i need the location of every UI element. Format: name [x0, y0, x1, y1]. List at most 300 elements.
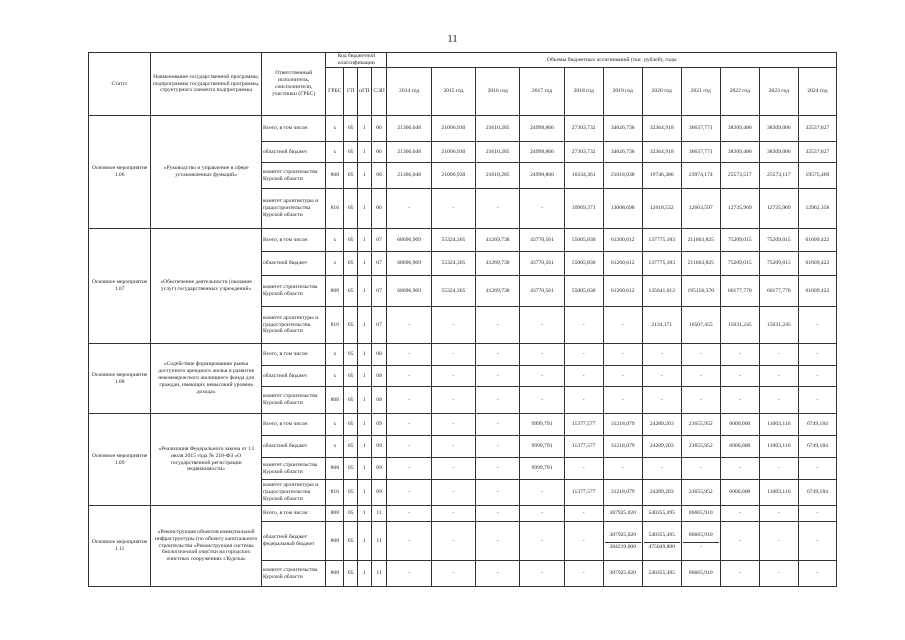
code-cell: 1	[357, 480, 371, 506]
value-cell: -	[720, 387, 759, 414]
code-cell: 808	[326, 522, 344, 561]
value-cell: 27303,732	[564, 116, 603, 142]
value-cell: -	[476, 307, 520, 344]
value-cell: 60177,770	[720, 276, 759, 307]
value-cell: 75209,015	[759, 252, 798, 276]
code-cell: х	[326, 116, 344, 142]
code-cell: 05	[344, 142, 358, 163]
value-cell: 55324,365	[431, 229, 475, 252]
value-cell: 21610,285	[476, 116, 520, 142]
value-cell: 36637,771	[681, 116, 720, 142]
executor-cell: областной бюджет федеральный бюджет	[262, 522, 326, 561]
value-cell: 38309,086	[759, 142, 798, 163]
value-cell: 60177,770	[759, 276, 798, 307]
value-cell: -	[642, 458, 681, 480]
value-cell: -	[520, 366, 564, 387]
code-cell: х	[326, 229, 344, 252]
value-cell: 21655,952	[681, 480, 720, 506]
value-cell: 55324,365	[431, 252, 475, 276]
executor-cell: Всего, в том числе:	[262, 229, 326, 252]
value-cell: -	[476, 344, 520, 366]
value-cell: -	[431, 307, 475, 344]
value-cell: -	[476, 561, 520, 587]
value-cell: 86665,910	[681, 561, 720, 587]
value-cell: 19575,469	[798, 163, 836, 189]
value-cell: -	[759, 387, 798, 414]
executor-cell: Всего, в том числе:	[262, 344, 326, 366]
value-cell: -	[759, 366, 798, 387]
value-cell: -	[603, 307, 642, 344]
executor-cell: областной бюджет	[262, 436, 326, 458]
value-cell: 135641,012	[642, 276, 681, 307]
header-year: 2019 год	[603, 68, 642, 116]
value-cell: -	[476, 506, 520, 522]
value-cell: -	[564, 561, 603, 587]
code-cell: 05	[344, 522, 358, 561]
value-cell: -	[642, 344, 681, 366]
value-cell: 12962,358	[798, 189, 836, 229]
code-cell: 05	[344, 414, 358, 436]
header-code: пГП	[357, 68, 371, 116]
value-cell: -	[476, 189, 520, 229]
executor-cell: комитет архитектуры и градостроительства Курской области	[262, 189, 326, 229]
executor-cell: комитет строительства Курской области	[262, 163, 326, 189]
value-cell: -	[720, 506, 759, 522]
value-cell: -	[387, 307, 431, 344]
executor-cell: комитет архитектуры и градостроительства Курской области	[262, 480, 326, 506]
table-row	[89, 506, 837, 522]
value-cell: 6749,184	[798, 480, 836, 506]
value-cell: 25573,517	[720, 163, 759, 189]
executor-cell: Всего, в том числе:	[262, 506, 326, 522]
value-cell: 75209,015	[720, 229, 759, 252]
value-cell: 38309,086	[759, 116, 798, 142]
value-cell: 21610,285	[476, 163, 520, 189]
value-cell: 9999,791	[520, 414, 564, 436]
value-cell: 23974,174	[681, 163, 720, 189]
value-cell: 24998,866	[520, 116, 564, 142]
executor-cell: комитет строительства Курской области	[262, 387, 326, 414]
value-cell: -	[431, 436, 475, 458]
header-year: 2014 год	[387, 68, 431, 116]
code-cell: 1	[357, 436, 371, 458]
code-cell: 11	[371, 561, 387, 587]
value-cell: 38309,486	[720, 142, 759, 163]
code-cell: 1	[357, 366, 371, 387]
value-part: -	[683, 542, 719, 553]
header-executor: Ответственный исполнитель, соисполнители, участники (ГРБС)	[262, 53, 326, 116]
value-cell: -	[387, 480, 431, 506]
code-cell: 11	[371, 506, 387, 522]
value-cell: -	[564, 307, 603, 344]
value-cell: 12735,969	[720, 189, 759, 229]
value-cell: 211663,825	[681, 252, 720, 276]
code-cell: 808	[326, 387, 344, 414]
value-cell: -	[387, 387, 431, 414]
value-part: 387925,020	[609, 531, 636, 538]
value-cell: -	[431, 522, 475, 561]
code-cell: х	[326, 414, 344, 436]
header-year: 2022 год	[720, 68, 759, 116]
value-cell: 32364,918	[642, 142, 681, 163]
value-part: 475049,800	[644, 542, 680, 553]
value-cell: 12618,532	[642, 189, 681, 229]
value-cell: 31218,079	[603, 480, 642, 506]
header-year: 2018 год	[564, 68, 603, 116]
value-cell	[681, 522, 720, 561]
code-cell: 808	[326, 163, 344, 189]
value-cell: -	[720, 522, 759, 561]
code-cell: 1	[357, 522, 371, 561]
value-cell: 15031,245	[720, 307, 759, 344]
executor-cell: комитет строительства Курской области	[262, 561, 326, 587]
value-part: 540355,495	[648, 531, 676, 538]
code-cell: 08	[371, 366, 387, 387]
page-number: 11	[447, 33, 458, 45]
executor-cell: областной бюджет	[262, 252, 326, 276]
value-cell: 21366,048	[387, 116, 431, 142]
code-cell: 08	[371, 387, 387, 414]
value-cell: 24289,203	[642, 414, 681, 436]
value-cell: 61609,422	[798, 252, 836, 276]
code-cell: 09	[371, 480, 387, 506]
header-year: 2017 год	[520, 68, 564, 116]
value-cell: 34026,736	[603, 142, 642, 163]
value-cell: -	[759, 522, 798, 561]
value-cell: -	[476, 480, 520, 506]
header-code: ГП	[344, 68, 358, 116]
code-cell: 816	[326, 189, 344, 229]
code-cell: 07	[371, 307, 387, 344]
value-cell: 24998,866	[520, 142, 564, 163]
value-cell: 6749,184	[798, 436, 836, 458]
value-cell: 21655,952	[681, 414, 720, 436]
budget-table	[88, 52, 837, 587]
code-cell: 05	[344, 163, 358, 189]
value-cell: -	[720, 561, 759, 587]
value-cell: -	[387, 436, 431, 458]
value-cell: 61260,612	[603, 276, 642, 307]
value-cell: -	[520, 522, 564, 561]
value-cell: 6000,000	[720, 414, 759, 436]
value-cell: -	[759, 561, 798, 587]
code-cell: 07	[371, 276, 387, 307]
value-cell: 68696,969	[387, 229, 431, 252]
code-cell: 1	[357, 344, 371, 366]
code-cell: 06	[371, 163, 387, 189]
value-cell: 11377,577	[564, 414, 603, 436]
value-cell: -	[564, 458, 603, 480]
value-cell: -	[798, 506, 836, 522]
executor-cell: комитет строительства Курской области	[262, 458, 326, 480]
code-cell: 05	[344, 116, 358, 142]
value-cell: -	[759, 506, 798, 522]
table-row	[89, 414, 837, 436]
value-cell: 10969,371	[564, 189, 603, 229]
value-cell: -	[520, 344, 564, 366]
value-cell: -	[387, 506, 431, 522]
value-cell: 32537,827	[798, 142, 836, 163]
value-cell: 6000,000	[720, 436, 759, 458]
value-cell: 24289,203	[642, 436, 681, 458]
code-cell: 1	[357, 387, 371, 414]
executor-cell: Всего, в том числе:	[262, 116, 326, 142]
value-cell: 11377,577	[564, 480, 603, 506]
value-cell: -	[798, 561, 836, 587]
program-name-cell: «Реализация Федерального закона от 13 июля 2015 года № 218-ФЗ «О государственной регистрации недвижимости»	[151, 414, 262, 506]
value-cell: 61609,422	[798, 276, 836, 307]
value-cell: -	[387, 189, 431, 229]
value-cell: -	[520, 561, 564, 587]
value-cell: 55005,830	[564, 276, 603, 307]
code-cell: 1	[357, 229, 371, 252]
value-cell: 43770,561	[520, 229, 564, 252]
header-year: 2020 год	[642, 68, 681, 116]
code-cell: 05	[344, 252, 358, 276]
code-cell: 1	[357, 189, 371, 229]
value-cell: -	[431, 366, 475, 387]
code-cell: 816	[326, 307, 344, 344]
value-cell: 27303,732	[564, 142, 603, 163]
code-cell: х	[326, 142, 344, 163]
code-cell: 05	[344, 276, 358, 307]
header-year: 2021 год	[681, 68, 720, 116]
value-cell: 21366,048	[387, 142, 431, 163]
value-cell: 6000,000	[720, 480, 759, 506]
header-program-name: Наименование государственной программы, подпрограммы государственной программы, структурного элемента подпрограммы	[151, 53, 262, 116]
code-cell: 06	[371, 142, 387, 163]
code-cell: 06	[371, 189, 387, 229]
value-cell: 387925,020	[603, 561, 642, 587]
value-cell: 19746,386	[642, 163, 681, 189]
value-cell: 137775,183	[642, 229, 681, 252]
header-year: 2023 год	[759, 68, 798, 116]
header-code: ГРБС	[326, 68, 344, 116]
value-cell: -	[387, 561, 431, 587]
value-cell: -	[476, 436, 520, 458]
value-cell: -	[520, 387, 564, 414]
value-cell: -	[431, 189, 475, 229]
code-cell: 1	[357, 116, 371, 142]
value-cell: 55005,830	[564, 229, 603, 252]
code-cell: х	[326, 344, 344, 366]
value-cell: -	[798, 307, 836, 344]
code-cell: 1	[357, 458, 371, 480]
value-cell: 16334,361	[564, 163, 603, 189]
code-cell: 816	[326, 480, 344, 506]
value-cell: -	[603, 366, 642, 387]
program-name-cell: «Реконструкция объектов коммунальной инфраструктуры (по объекту капитального строительства «Реконструкция системы биологической очистки на городских очистных сооружениях г.Курска»	[151, 506, 262, 587]
value-cell: 21006,930	[431, 142, 475, 163]
value-cell: 43770,561	[520, 276, 564, 307]
value-cell: 6749,184	[798, 414, 836, 436]
value-cell: -	[431, 414, 475, 436]
header-budget-code: Код бюджетной классификации	[326, 53, 387, 68]
code-cell: х	[326, 252, 344, 276]
value-cell: -	[798, 387, 836, 414]
value-cell: 32364,918	[642, 116, 681, 142]
value-cell: -	[642, 366, 681, 387]
value-cell: -	[603, 458, 642, 480]
value-cell: 540355,495	[642, 561, 681, 587]
value-cell: -	[431, 480, 475, 506]
code-cell: 07	[371, 229, 387, 252]
status-cell: Основное мероприятие 1.07	[89, 229, 151, 344]
executor-cell: комитет строительства Курской области	[262, 276, 326, 307]
value-cell: -	[387, 366, 431, 387]
value-cell: 55324,365	[431, 276, 475, 307]
executor-cell: областной бюджет	[262, 142, 326, 163]
value-cell: -	[476, 387, 520, 414]
value-cell: -	[798, 366, 836, 387]
value-cell: -	[564, 387, 603, 414]
code-cell: 1	[357, 252, 371, 276]
value-cell: -	[759, 458, 798, 480]
value-cell: 9999,791	[520, 458, 564, 480]
value-cell: 61260,612	[603, 252, 642, 276]
value-cell: 32537,827	[798, 116, 836, 142]
value-cell: -	[476, 522, 520, 561]
header-volumes: Объемы бюджетных ассигнований (тыс. рублей), годы	[387, 53, 837, 68]
header-status: Статус	[89, 53, 151, 116]
program-name-cell: «Обеспечение деятельности (оказание услуг) государственных учреждений»	[151, 229, 262, 344]
value-cell: -	[642, 387, 681, 414]
code-cell: 05	[344, 387, 358, 414]
value-cell: -	[720, 344, 759, 366]
code-cell: 1	[357, 307, 371, 344]
code-cell: 05	[344, 307, 358, 344]
value-cell: 41269,738	[476, 276, 520, 307]
value-cell: 13008,698	[603, 189, 642, 229]
value-cell: -	[798, 458, 836, 480]
value-cell: -	[520, 480, 564, 506]
value-cell: -	[431, 561, 475, 587]
value-cell: 21610,285	[476, 142, 520, 163]
value-cell: -	[564, 506, 603, 522]
value-cell: -	[387, 458, 431, 480]
value-cell: 387925,020	[603, 506, 642, 522]
value-cell: -	[603, 387, 642, 414]
header-year: 2024 год	[798, 68, 836, 116]
status-cell: Основное мероприятие 1.08	[89, 344, 151, 414]
value-cell: -	[681, 366, 720, 387]
code-cell: 05	[344, 436, 358, 458]
code-cell: 05	[344, 506, 358, 522]
value-cell: 41269,738	[476, 252, 520, 276]
value-cell: 75209,015	[759, 229, 798, 252]
status-cell: Основное мероприятие 1.09	[89, 414, 151, 506]
value-cell: 16507,455	[681, 307, 720, 344]
value-cell: 11003,116	[759, 480, 798, 506]
value-cell: 9999,791	[520, 436, 564, 458]
code-cell: 808	[326, 276, 344, 307]
value-cell: 61609,422	[798, 229, 836, 252]
header-year: 2015 год	[431, 68, 475, 116]
value-cell: 12735,969	[759, 189, 798, 229]
executor-cell: областной бюджет	[262, 366, 326, 387]
value-cell: 15031,245	[759, 307, 798, 344]
value-cell: -	[603, 344, 642, 366]
code-cell: 05	[344, 561, 358, 587]
value-cell: 12663,597	[681, 189, 720, 229]
value-cell: 21018,038	[603, 163, 642, 189]
code-cell: 05	[344, 229, 358, 252]
value-cell: 21655,952	[681, 436, 720, 458]
value-cell	[642, 522, 681, 561]
code-cell: 1	[357, 163, 371, 189]
value-cell: 36637,771	[681, 142, 720, 163]
value-cell: -	[476, 414, 520, 436]
value-cell: 2134,171	[642, 307, 681, 344]
code-cell: 05	[344, 480, 358, 506]
table-row	[89, 344, 837, 366]
value-cell: 24289,203	[642, 480, 681, 506]
value-cell: -	[564, 366, 603, 387]
code-cell: 05	[344, 458, 358, 480]
value-cell: 86665,910	[681, 506, 720, 522]
code-cell: 06	[371, 116, 387, 142]
code-cell: 09	[371, 458, 387, 480]
code-cell: 05	[344, 189, 358, 229]
value-cell: -	[387, 344, 431, 366]
value-cell: -	[431, 387, 475, 414]
value-cell	[603, 522, 642, 561]
value-cell: 11003,116	[759, 414, 798, 436]
header-code: СЭП	[371, 68, 387, 116]
value-cell: -	[476, 458, 520, 480]
value-cell: -	[681, 458, 720, 480]
value-cell: 38309,486	[720, 116, 759, 142]
code-cell: 08	[371, 344, 387, 366]
code-cell: 1	[357, 506, 371, 522]
value-cell: -	[564, 344, 603, 366]
value-cell: -	[431, 506, 475, 522]
code-cell: 09	[371, 414, 387, 436]
header-year: 2016 год	[476, 68, 520, 116]
value-cell: -	[476, 366, 520, 387]
code-cell: 1	[357, 414, 371, 436]
value-cell: 195156,370	[681, 276, 720, 307]
value-cell: 43770,561	[520, 252, 564, 276]
value-cell: -	[720, 458, 759, 480]
value-cell: 34026,736	[603, 116, 642, 142]
value-part: 86665,910	[688, 531, 713, 538]
value-cell: 21366,048	[387, 163, 431, 189]
value-cell: 31218,079	[603, 414, 642, 436]
value-cell: -	[720, 366, 759, 387]
value-cell: -	[520, 506, 564, 522]
value-cell: 75209,015	[720, 252, 759, 276]
value-cell: 68696,969	[387, 252, 431, 276]
value-cell: 21006,930	[431, 163, 475, 189]
executor-cell: комитет архитектуры и градостроительства Курской области	[262, 307, 326, 344]
value-cell: 24998,866	[520, 163, 564, 189]
value-cell: -	[759, 344, 798, 366]
table-row	[89, 116, 837, 142]
value-part: 384219,000	[605, 542, 641, 553]
code-cell: 05	[344, 366, 358, 387]
status-cell: Основное мероприятие 1.06	[89, 116, 151, 229]
value-cell: -	[431, 344, 475, 366]
value-cell: 137775,183	[642, 252, 681, 276]
value-cell: -	[520, 307, 564, 344]
value-cell: 21006,930	[431, 116, 475, 142]
code-cell: 11	[371, 522, 387, 561]
code-cell: 1	[357, 276, 371, 307]
value-cell: -	[431, 458, 475, 480]
code-cell: 1	[357, 142, 371, 163]
code-cell: х	[326, 436, 344, 458]
